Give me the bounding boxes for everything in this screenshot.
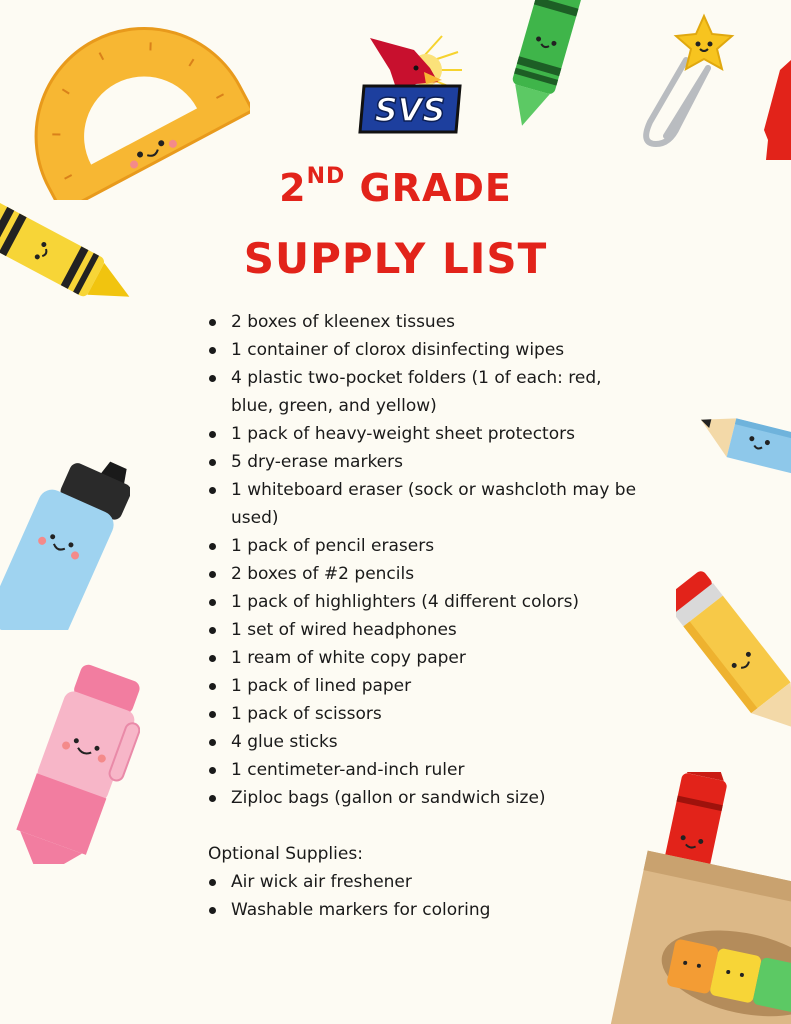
- list-item: 1 container of clorox disinfecting wipes: [208, 336, 648, 364]
- page-title-line2: SUPPLY LIST: [243, 234, 548, 283]
- list-item: 1 pack of highlighters (4 different colors): [208, 588, 648, 616]
- page-title-line1: [0, 166, 791, 210]
- logo-text: SVS: [374, 91, 446, 129]
- list-item: Air wick air freshener: [208, 868, 648, 896]
- list-item: 1 centimeter-and-inch ruler: [208, 756, 648, 784]
- optional-supplies: [208, 868, 648, 924]
- list-item: 2 boxes of #2 pencils: [208, 560, 648, 588]
- pencil-icon: [690, 400, 791, 490]
- list-item: 4 plastic two-pocket folders (1 of each: red, blue, green, and yellow): [208, 364, 648, 420]
- required-supplies: [208, 308, 648, 812]
- list-item: 4 glue sticks: [208, 728, 648, 756]
- grade-word: GRADE: [345, 166, 512, 210]
- marker-icon: [760, 60, 791, 160]
- list-item: Washable markers for coloring: [208, 896, 648, 924]
- list-item: 5 dry-erase markers: [208, 448, 648, 476]
- paperclip-icon: [630, 12, 740, 152]
- list-item: Ziploc bags (gallon or sandwich size): [208, 784, 648, 812]
- list-item: 2 boxes of kleenex tissues: [208, 308, 648, 336]
- crayon-icon: [488, 0, 588, 140]
- list-item: 1 ream of white copy paper: [208, 644, 648, 672]
- list-item: 1 pack of scissors: [208, 700, 648, 728]
- grade-number: 2: [279, 166, 307, 210]
- list-item: 1 whiteboard eraser (sock or washcloth may be used): [208, 476, 648, 532]
- highlighter-icon: [0, 440, 130, 630]
- list-item: 1 pack of heavy-weight sheet protectors: [208, 420, 648, 448]
- grade-suffix: ND: [306, 164, 346, 189]
- cardinal-logo-icon: [358, 32, 468, 138]
- list-item: 1 pack of lined paper: [208, 672, 648, 700]
- list-item: 1 pack of pencil erasers: [208, 532, 648, 560]
- list-item: 1 set of wired headphones: [208, 616, 648, 644]
- optional-supplies-heading: Optional Supplies:: [208, 844, 363, 864]
- marker-icon: [0, 664, 140, 864]
- pencil-icon: [676, 560, 791, 730]
- supply-list: [208, 308, 648, 924]
